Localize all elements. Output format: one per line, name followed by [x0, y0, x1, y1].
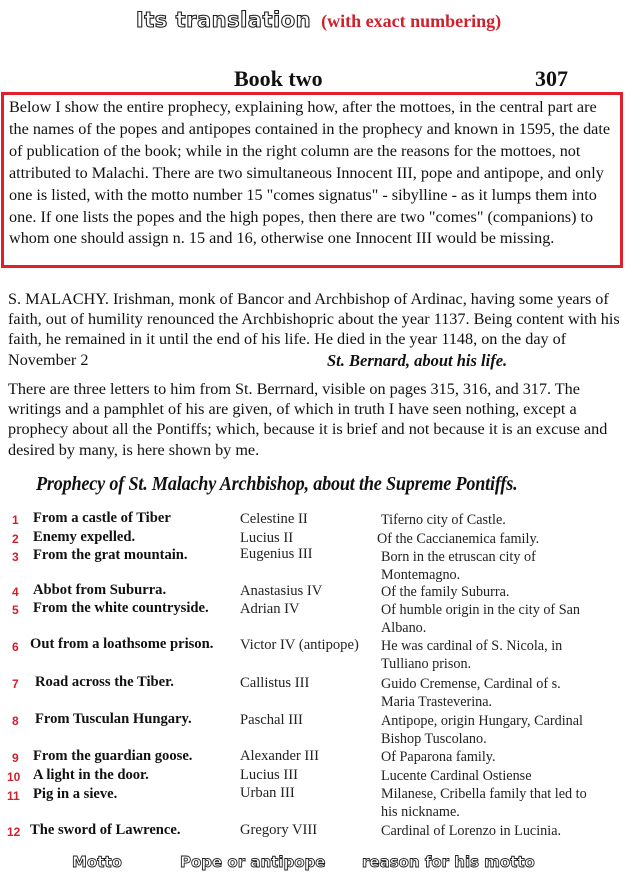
row-number: 12 [7, 825, 21, 839]
row-reason: Of Paparona family. [381, 749, 496, 765]
row-pope: Paschal III [240, 712, 303, 728]
row-number: 6 [12, 640, 19, 654]
row-pope: Eugenius III [240, 546, 313, 562]
row-motto: Out from a loathsome prison. [30, 636, 214, 652]
row-motto: Abbot from Suburra. [33, 582, 167, 598]
row-pope: Lucius III [240, 767, 298, 783]
row-pope: Adrian IV [240, 601, 300, 617]
row-motto: Pig in a sieve. [33, 786, 118, 802]
row-number: 2 [12, 532, 19, 546]
row-number: 5 [12, 603, 19, 617]
row-motto: From the white countryside. [33, 600, 209, 616]
row-number: 7 [12, 677, 19, 691]
page-header [0, 8, 637, 32]
row-motto: Enemy expelled. [33, 529, 136, 545]
bernard-heading: St. Bernard, about his life. [327, 351, 508, 370]
footer-col-reason: reason for his motto [362, 853, 535, 871]
row-reason: He was cardinal of S. Nicola, in Tulliano prison. [381, 638, 563, 673]
row-number: 9 [12, 751, 19, 765]
row-motto: From Tusculan Hungary. [35, 711, 192, 727]
row-reason: Antipope, origin Hungary, Cardinal Bishop Tuscolano. [381, 713, 583, 748]
row-number: 10 [7, 770, 21, 784]
row-reason: Born in the etruscan city of Montemagno. [381, 549, 536, 584]
footer-col-pope: Pope or antipope [180, 853, 326, 871]
row-reason: Tiferno city of Castle. [381, 512, 506, 528]
bernard-letters-paragraph: There are three letters to him from St. Berrnard, visible on pages 315, 316, and 317. The writings and a pamphlet of his are given, of which in truth I have seen nothing, except a prophecy about all the Pontiffs; which, because it is brief and not because it is an excuse and desired by many, is here shown by me. [8, 380, 608, 459]
row-reason: Of the Caccianemica family. [377, 531, 540, 547]
row-pope: Lucius II [240, 530, 294, 546]
prophecy-title: Prophecy of St. Malachy Archbishop, about the Supreme Pontiffs. [36, 474, 518, 495]
row-motto: From the guardian goose. [33, 748, 193, 764]
row-reason: Milanese, Cribella family that led to his nickname. [381, 786, 587, 821]
row-reason: Guido Cremense, Cardinal of s. Maria Trasteverina. [381, 676, 561, 711]
malachy-intro-paragraph: S. MALACHY. Irishman, monk of Bancor and Archbishop of Ardinac, having some years of faith, out of humility renounced the Archbishopric about the year 1137. Being content with his faith, he remained in it until the end of his life. He died in the year 1148, on the day of November 2 [8, 290, 620, 369]
row-pope: Victor IV (antipope) [240, 637, 359, 653]
row-motto: The sword of Lawrence. [30, 822, 181, 838]
row-reason: Of humble origin in the city of San Albano. [381, 602, 580, 637]
page-number: 307 [535, 66, 568, 91]
row-reason: Of the family Suburra. [381, 584, 510, 600]
row-number: 4 [12, 585, 19, 599]
footer-col-motto: Motto [72, 853, 122, 871]
row-pope: Callistus III [240, 675, 310, 691]
row-motto: From the grat mountain. [33, 547, 188, 563]
row-motto: A light in the door. [33, 767, 149, 783]
translation-box-text: Below I show the entire prophecy, explaining how, after the mottoes, in the central part are the names of the popes and antipopes contained in the prophecy and known in 1595, the date of publication of the book; while in the right column are the reasons for the mottoes, not attributed to Malachi. There are two simultaneous Innocent III, pope and antipope, and only one is listed, with the motto number 15 "comes signatus" - sibylline - as it lumps them into one. If one lists the popes and the high popes, then there are two "comes" (companions) to whom one should assign n. 15 and 16, otherwise one Innocent III would be missing. [9, 98, 611, 248]
row-pope: Urban III [240, 785, 295, 801]
row-motto: From a castle of Tiber [33, 510, 171, 526]
row-reason: Lucente Cardinal Ostiense [381, 768, 532, 784]
row-number: 1 [12, 513, 19, 527]
row-pope: Gregory VIII [240, 822, 318, 838]
header-subtitle: (with exact numbering) [321, 11, 502, 31]
header-title: Its translation [135, 8, 312, 32]
row-motto: Road across the Tiber. [35, 674, 174, 690]
row-number: 3 [12, 550, 19, 564]
row-reason: Cardinal of Lorenzo in Lucinia. [381, 823, 562, 839]
book-title: Book two [234, 66, 323, 91]
row-pope: Anastasius IV [240, 583, 323, 599]
row-number: 11 [7, 789, 20, 803]
row-number: 8 [12, 714, 19, 728]
row-pope: Alexander III [240, 748, 320, 764]
row-pope: Celestine II [240, 511, 308, 527]
